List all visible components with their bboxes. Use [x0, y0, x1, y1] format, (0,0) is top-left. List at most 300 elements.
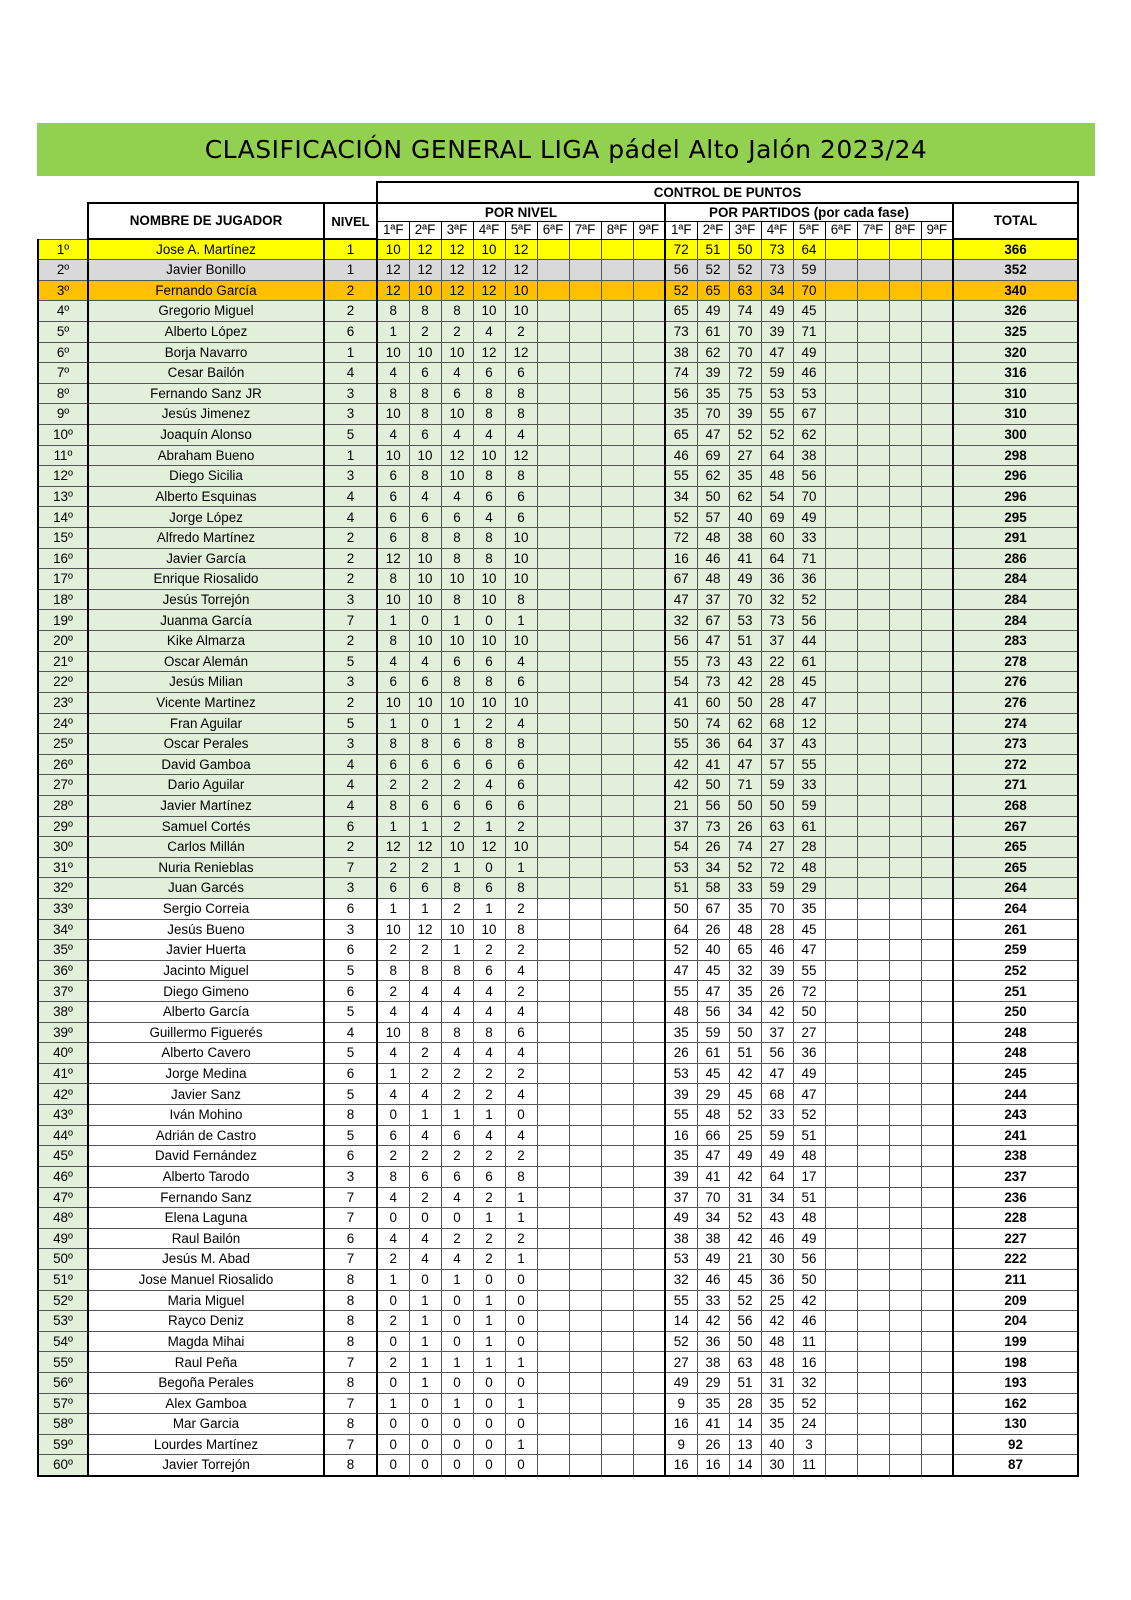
partidos-points-cell — [921, 857, 953, 878]
rank-cell: 26º — [38, 754, 88, 775]
nivel-points-cell — [537, 857, 569, 878]
nivel-points-cell: 2 — [377, 775, 409, 796]
partidos-points-cell — [857, 569, 889, 590]
nivel-points-cell: 0 — [377, 1414, 409, 1435]
partidos-points-cell: 11 — [793, 1331, 825, 1352]
nivel-points-cell: 1 — [473, 1311, 505, 1332]
player-name-cell: Abraham Bueno — [88, 445, 324, 466]
table-row — [38, 589, 1078, 610]
total-cell: 291 — [953, 528, 1078, 549]
table-row — [38, 342, 1078, 363]
nivel-points-cell: 0 — [473, 1455, 505, 1476]
nivel-points-cell: 4 — [377, 1084, 409, 1105]
table-row — [38, 795, 1078, 816]
nivel-points-cell: 6 — [473, 363, 505, 384]
partidos-points-cell — [825, 528, 857, 549]
partidos-points-cell: 73 — [665, 321, 697, 342]
nivel-points-cell: 12 — [473, 342, 505, 363]
nivel-cell: 3 — [324, 1166, 377, 1187]
partidos-points-cell — [889, 651, 921, 672]
player-name-cell: Borja Navarro — [88, 342, 324, 363]
total-cell: 248 — [953, 1022, 1078, 1043]
nivel-points-cell: 10 — [377, 589, 409, 610]
partidos-points-cell: 28 — [761, 692, 793, 713]
table-row — [38, 1063, 1078, 1084]
nivel-points-cell: 8 — [409, 466, 441, 487]
total-cell: 366 — [953, 239, 1078, 260]
partidos-points-cell — [889, 363, 921, 384]
total-cell: 92 — [953, 1434, 1078, 1455]
nivel-points-cell — [633, 404, 665, 425]
partidos-points-cell — [825, 1269, 857, 1290]
partidos-points-cell — [825, 1228, 857, 1249]
blank-corner — [324, 182, 377, 203]
partidos-points-cell — [889, 466, 921, 487]
partidos-points-cell — [889, 260, 921, 281]
nivel-points-cell: 10 — [505, 837, 537, 858]
partidos-points-cell: 47 — [665, 960, 697, 981]
nivel-points-cell: 6 — [473, 754, 505, 775]
nivel-points-cell — [601, 1414, 633, 1435]
nivel-points-cell — [537, 1311, 569, 1332]
partidos-points-cell: 27 — [665, 1352, 697, 1373]
nivel-cell: 5 — [324, 424, 377, 445]
table-row — [38, 672, 1078, 693]
nivel-points-cell — [569, 1373, 601, 1394]
partidos-points-cell — [857, 960, 889, 981]
nivel-points-cell: 4 — [441, 1249, 473, 1270]
nivel-points-cell — [633, 589, 665, 610]
nivel-points-cell — [633, 1249, 665, 1270]
nivel-points-cell: 8 — [377, 569, 409, 590]
nivel-points-cell — [601, 713, 633, 734]
rank-cell: 45º — [38, 1146, 88, 1167]
partidos-points-cell — [921, 1290, 953, 1311]
player-name-cell: Alfredo Martínez — [88, 528, 324, 549]
nivel-points-cell — [569, 919, 601, 940]
partidos-points-cell — [825, 301, 857, 322]
player-name-cell: Gregorio Miguel — [88, 301, 324, 322]
nivel-points-cell: 4 — [409, 1228, 441, 1249]
nivel-points-cell — [601, 424, 633, 445]
partidos-points-cell: 56 — [793, 1249, 825, 1270]
nivel-points-cell: 10 — [409, 589, 441, 610]
nivel-points-cell — [633, 1084, 665, 1105]
nivel-points-cell: 0 — [441, 1331, 473, 1352]
nivel-cell: 1 — [324, 342, 377, 363]
partidos-points-cell — [857, 301, 889, 322]
partidos-points-cell: 30 — [761, 1249, 793, 1270]
partidos-points-cell — [825, 1063, 857, 1084]
nivel-points-cell: 10 — [377, 919, 409, 940]
partidos-points-cell — [921, 1002, 953, 1023]
partidos-points-cell: 35 — [665, 1146, 697, 1167]
partidos-points-cell — [857, 1352, 889, 1373]
rank-cell: 41º — [38, 1063, 88, 1084]
nivel-cell: 3 — [324, 404, 377, 425]
partidos-points-cell: 56 — [761, 1043, 793, 1064]
table-row — [38, 651, 1078, 672]
rank-cell: 16º — [38, 548, 88, 569]
nivel-points-cell: 8 — [505, 919, 537, 940]
partidos-points-cell — [921, 651, 953, 672]
partidos-points-cell — [921, 239, 953, 260]
total-cell: 228 — [953, 1208, 1078, 1229]
nivel-points-cell — [633, 672, 665, 693]
partidos-points-cell: 44 — [793, 631, 825, 652]
nivel-points-cell — [633, 754, 665, 775]
nivel-points-cell — [537, 1249, 569, 1270]
nivel-points-cell — [601, 569, 633, 590]
nivel-points-cell — [569, 734, 601, 755]
partidos-points-cell: 35 — [697, 383, 729, 404]
table-row — [38, 528, 1078, 549]
total-cell: 244 — [953, 1084, 1078, 1105]
partidos-points-cell — [857, 1455, 889, 1476]
partidos-points-cell — [889, 342, 921, 363]
nivel-cell: 4 — [324, 795, 377, 816]
partidos-points-cell — [857, 1166, 889, 1187]
player-name-cell: Magda Mihai — [88, 1331, 324, 1352]
nivel-points-cell: 1 — [473, 1105, 505, 1126]
nivel-points-cell — [569, 1166, 601, 1187]
partidos-points-cell — [921, 692, 953, 713]
nivel-cell: 2 — [324, 692, 377, 713]
nivel-points-cell: 4 — [409, 1002, 441, 1023]
partidos-points-cell — [921, 424, 953, 445]
partidos-points-cell: 41 — [697, 754, 729, 775]
nivel-points-cell — [537, 445, 569, 466]
player-name-cell: Javier Huerta — [88, 940, 324, 961]
total-cell: 264 — [953, 878, 1078, 899]
partidos-points-cell: 49 — [665, 1373, 697, 1394]
nivel-points-cell: 1 — [505, 610, 537, 631]
nivel-points-cell — [601, 1125, 633, 1146]
total-cell: 284 — [953, 589, 1078, 610]
partidos-points-cell — [921, 1434, 953, 1455]
nivel-points-cell: 0 — [473, 1393, 505, 1414]
partidos-points-cell: 43 — [761, 1208, 793, 1229]
total-cell: 236 — [953, 1187, 1078, 1208]
partidos-points-cell: 36 — [793, 1043, 825, 1064]
partidos-points-cell — [825, 363, 857, 384]
partidos-points-cell — [921, 878, 953, 899]
total-cell: 271 — [953, 775, 1078, 796]
total-cell: 352 — [953, 260, 1078, 281]
nivel-points-cell: 8 — [377, 301, 409, 322]
nivel-points-cell: 4 — [505, 1084, 537, 1105]
nivel-points-cell: 4 — [377, 1043, 409, 1064]
partidos-points-cell: 55 — [793, 754, 825, 775]
nivel-points-cell: 8 — [473, 672, 505, 693]
partidos-points-cell: 61 — [793, 651, 825, 672]
nivel-points-cell — [537, 775, 569, 796]
partidos-points-cell — [857, 692, 889, 713]
nivel-points-cell — [633, 775, 665, 796]
nivel-cell: 4 — [324, 754, 377, 775]
partidos-points-cell: 40 — [729, 507, 761, 528]
partidos-points-cell — [857, 466, 889, 487]
nivel-points-cell — [569, 692, 601, 713]
partidos-points-cell: 31 — [729, 1187, 761, 1208]
partidos-points-cell: 49 — [761, 301, 793, 322]
partidos-points-cell: 64 — [761, 1166, 793, 1187]
player-name-cell: Diego Sicilia — [88, 466, 324, 487]
partidos-points-cell: 29 — [793, 878, 825, 899]
partidos-points-cell — [825, 1146, 857, 1167]
nivel-points-cell — [601, 899, 633, 920]
partidos-points-cell — [825, 1414, 857, 1435]
nivel-points-cell: 6 — [441, 507, 473, 528]
nivel-points-cell: 8 — [473, 734, 505, 755]
total-cell: 243 — [953, 1105, 1078, 1126]
partidos-points-cell — [921, 1228, 953, 1249]
nivel-points-cell — [537, 239, 569, 260]
rank-cell: 4º — [38, 301, 88, 322]
partidos-points-cell: 40 — [761, 1434, 793, 1455]
nivel-points-cell — [537, 466, 569, 487]
rank-cell: 8º — [38, 383, 88, 404]
partidos-points-cell: 59 — [697, 1022, 729, 1043]
partidos-points-cell — [825, 424, 857, 445]
partidos-points-cell — [825, 672, 857, 693]
nivel-points-cell — [569, 1063, 601, 1084]
partidos-points-cell — [921, 321, 953, 342]
rank-cell: 25º — [38, 734, 88, 755]
partidos-points-cell: 35 — [697, 1393, 729, 1414]
table-row — [38, 486, 1078, 507]
partidos-points-cell — [857, 837, 889, 858]
partidos-points-cell: 36 — [697, 1331, 729, 1352]
nivel-phase-header: 3ªF — [441, 221, 473, 239]
table-row — [38, 631, 1078, 652]
nivel-cell: 4 — [324, 775, 377, 796]
table-row — [38, 1146, 1078, 1167]
nivel-points-cell — [569, 1084, 601, 1105]
nivel-points-cell — [633, 899, 665, 920]
rank-cell: 17º — [38, 569, 88, 590]
nivel-points-cell: 2 — [441, 816, 473, 837]
nivel-points-cell — [537, 404, 569, 425]
partidos-points-cell — [889, 1269, 921, 1290]
partidos-points-cell — [921, 486, 953, 507]
nivel-points-cell: 0 — [505, 1105, 537, 1126]
nivel-points-cell: 12 — [505, 342, 537, 363]
partidos-points-cell: 65 — [697, 280, 729, 301]
nivel-points-cell — [601, 445, 633, 466]
table-row — [38, 424, 1078, 445]
partidos-points-cell — [825, 1105, 857, 1126]
table-row — [38, 940, 1078, 961]
partidos-points-cell — [857, 1002, 889, 1023]
nivel-points-cell: 8 — [377, 1166, 409, 1187]
page-title: CLASIFICACIÓN GENERAL LIGA pádel Alto Jalón 2023/24 — [204, 135, 928, 164]
partidos-points-cell: 50 — [697, 486, 729, 507]
nivel-points-cell: 6 — [377, 1125, 409, 1146]
partidos-points-cell: 53 — [665, 1249, 697, 1270]
nivel-points-cell — [537, 424, 569, 445]
nivel-points-cell — [601, 1331, 633, 1352]
nivel-points-cell — [537, 981, 569, 1002]
nivel-points-cell: 1 — [441, 1269, 473, 1290]
partidos-points-cell: 11 — [793, 1455, 825, 1476]
partidos-points-cell — [889, 631, 921, 652]
nivel-points-cell: 2 — [505, 940, 537, 961]
table-row — [38, 260, 1078, 281]
nivel-points-cell: 8 — [377, 383, 409, 404]
nivel-points-cell — [601, 321, 633, 342]
partidos-points-cell — [857, 1269, 889, 1290]
nivel-points-cell: 0 — [505, 1373, 537, 1394]
nivel-points-cell: 1 — [473, 816, 505, 837]
player-name-cell: Oscar Perales — [88, 734, 324, 755]
nivel-cell: 5 — [324, 1084, 377, 1105]
nivel-points-cell: 10 — [505, 548, 537, 569]
partidos-points-cell — [889, 486, 921, 507]
nivel-points-cell — [601, 486, 633, 507]
partidos-points-cell — [857, 342, 889, 363]
nivel-points-cell: 8 — [377, 795, 409, 816]
partidos-points-cell: 62 — [729, 713, 761, 734]
nivel-points-cell — [537, 486, 569, 507]
nivel-points-cell: 2 — [409, 940, 441, 961]
partidos-points-cell — [921, 816, 953, 837]
nivel-points-cell — [569, 589, 601, 610]
partidos-points-cell — [825, 445, 857, 466]
partidos-points-cell — [889, 775, 921, 796]
nivel-phase-header: 2ªF — [409, 221, 441, 239]
blank-corner — [88, 182, 324, 203]
nivel-points-cell — [569, 795, 601, 816]
partidos-points-cell: 39 — [665, 1084, 697, 1105]
player-name-cell: Juan Garcés — [88, 878, 324, 899]
nivel-points-cell — [537, 1434, 569, 1455]
partidos-points-cell: 42 — [761, 1311, 793, 1332]
nivel-points-cell: 1 — [409, 1331, 441, 1352]
nivel-points-cell: 2 — [377, 1146, 409, 1167]
nivel-points-cell — [537, 1022, 569, 1043]
nivel-points-cell — [537, 940, 569, 961]
table-row — [38, 1331, 1078, 1352]
partidos-points-cell: 39 — [665, 1166, 697, 1187]
nivel-points-cell — [569, 548, 601, 569]
table-row — [38, 960, 1078, 981]
nivel-points-cell — [569, 569, 601, 590]
partidos-points-cell — [857, 1434, 889, 1455]
partidos-points-cell — [889, 404, 921, 425]
partidos-points-cell — [857, 816, 889, 837]
nivel-points-cell — [601, 940, 633, 961]
nivel-points-cell: 10 — [473, 919, 505, 940]
nivel-points-cell: 4 — [473, 424, 505, 445]
nivel-points-cell: 4 — [505, 960, 537, 981]
table-row — [38, 1125, 1078, 1146]
nivel-points-cell — [601, 816, 633, 837]
nivel-cell: 3 — [324, 734, 377, 755]
partidos-points-cell — [857, 919, 889, 940]
total-cell: 310 — [953, 383, 1078, 404]
nivel-points-cell: 1 — [473, 1208, 505, 1229]
partidos-points-cell: 55 — [793, 960, 825, 981]
rank-cell: 18º — [38, 589, 88, 610]
rank-cell: 12º — [38, 466, 88, 487]
nivel-points-cell: 6 — [505, 363, 537, 384]
partidos-points-cell — [921, 1311, 953, 1332]
nivel-points-cell: 0 — [441, 1208, 473, 1229]
nivel-points-cell — [569, 301, 601, 322]
partidos-points-cell — [825, 321, 857, 342]
nivel-points-cell: 6 — [441, 383, 473, 404]
nivel-points-cell — [633, 569, 665, 590]
nivel-cell: 5 — [324, 651, 377, 672]
partidos-points-cell: 74 — [665, 363, 697, 384]
nivel-phase-header: 6ªF — [537, 221, 569, 239]
nivel-points-cell — [601, 301, 633, 322]
nivel-points-cell: 6 — [505, 1022, 537, 1043]
nivel-points-cell: 6 — [409, 363, 441, 384]
rank-cell: 57º — [38, 1393, 88, 1414]
nivel-points-cell: 1 — [441, 1352, 473, 1373]
partidos-points-cell — [825, 651, 857, 672]
nivel-points-cell: 4 — [505, 424, 537, 445]
table-row — [38, 857, 1078, 878]
nivel-points-cell — [537, 1187, 569, 1208]
nivel-points-cell — [633, 1125, 665, 1146]
partidos-points-cell — [889, 1393, 921, 1414]
rank-cell: 7º — [38, 363, 88, 384]
nivel-points-cell: 0 — [409, 1434, 441, 1455]
total-cell: 211 — [953, 1269, 1078, 1290]
partidos-points-cell: 27 — [761, 837, 793, 858]
partidos-points-cell: 16 — [665, 1455, 697, 1476]
partidos-points-cell: 49 — [729, 569, 761, 590]
player-name-cell: Sergio Correia — [88, 899, 324, 920]
partidos-points-cell: 47 — [697, 1146, 729, 1167]
nivel-points-cell: 10 — [505, 528, 537, 549]
nivel-points-cell: 8 — [505, 878, 537, 899]
nivel-points-cell — [569, 383, 601, 404]
partidos-points-cell: 45 — [729, 1269, 761, 1290]
nivel-points-cell: 6 — [409, 672, 441, 693]
nivel-points-cell: 6 — [505, 486, 537, 507]
partidos-points-cell: 31 — [761, 1373, 793, 1394]
nivel-points-cell — [601, 342, 633, 363]
total-cell: 276 — [953, 672, 1078, 693]
partidos-points-cell: 33 — [697, 1290, 729, 1311]
nivel-points-cell — [601, 1269, 633, 1290]
partidos-points-cell: 9 — [665, 1434, 697, 1455]
por-partidos-header: POR PARTIDOS (por cada fase) — [665, 203, 953, 221]
standings-body — [38, 239, 1078, 1476]
nivel-points-cell: 4 — [505, 1002, 537, 1023]
partidos-points-cell — [889, 569, 921, 590]
partidos-points-cell: 46 — [761, 940, 793, 961]
nivel-points-cell: 0 — [409, 1208, 441, 1229]
nivel-points-cell — [601, 239, 633, 260]
nivel-points-cell: 0 — [473, 1373, 505, 1394]
partidos-points-cell: 53 — [793, 383, 825, 404]
partidos-points-cell: 52 — [729, 857, 761, 878]
nivel-points-cell: 1 — [473, 1352, 505, 1373]
nivel-points-cell — [569, 404, 601, 425]
nivel-cell: 3 — [324, 878, 377, 899]
nivel-phase-header: 4ªF — [473, 221, 505, 239]
nivel-points-cell — [633, 260, 665, 281]
nivel-points-cell: 10 — [505, 569, 537, 590]
nivel-cell: 7 — [324, 1187, 377, 1208]
partidos-points-cell — [857, 280, 889, 301]
partidos-points-cell: 26 — [761, 981, 793, 1002]
